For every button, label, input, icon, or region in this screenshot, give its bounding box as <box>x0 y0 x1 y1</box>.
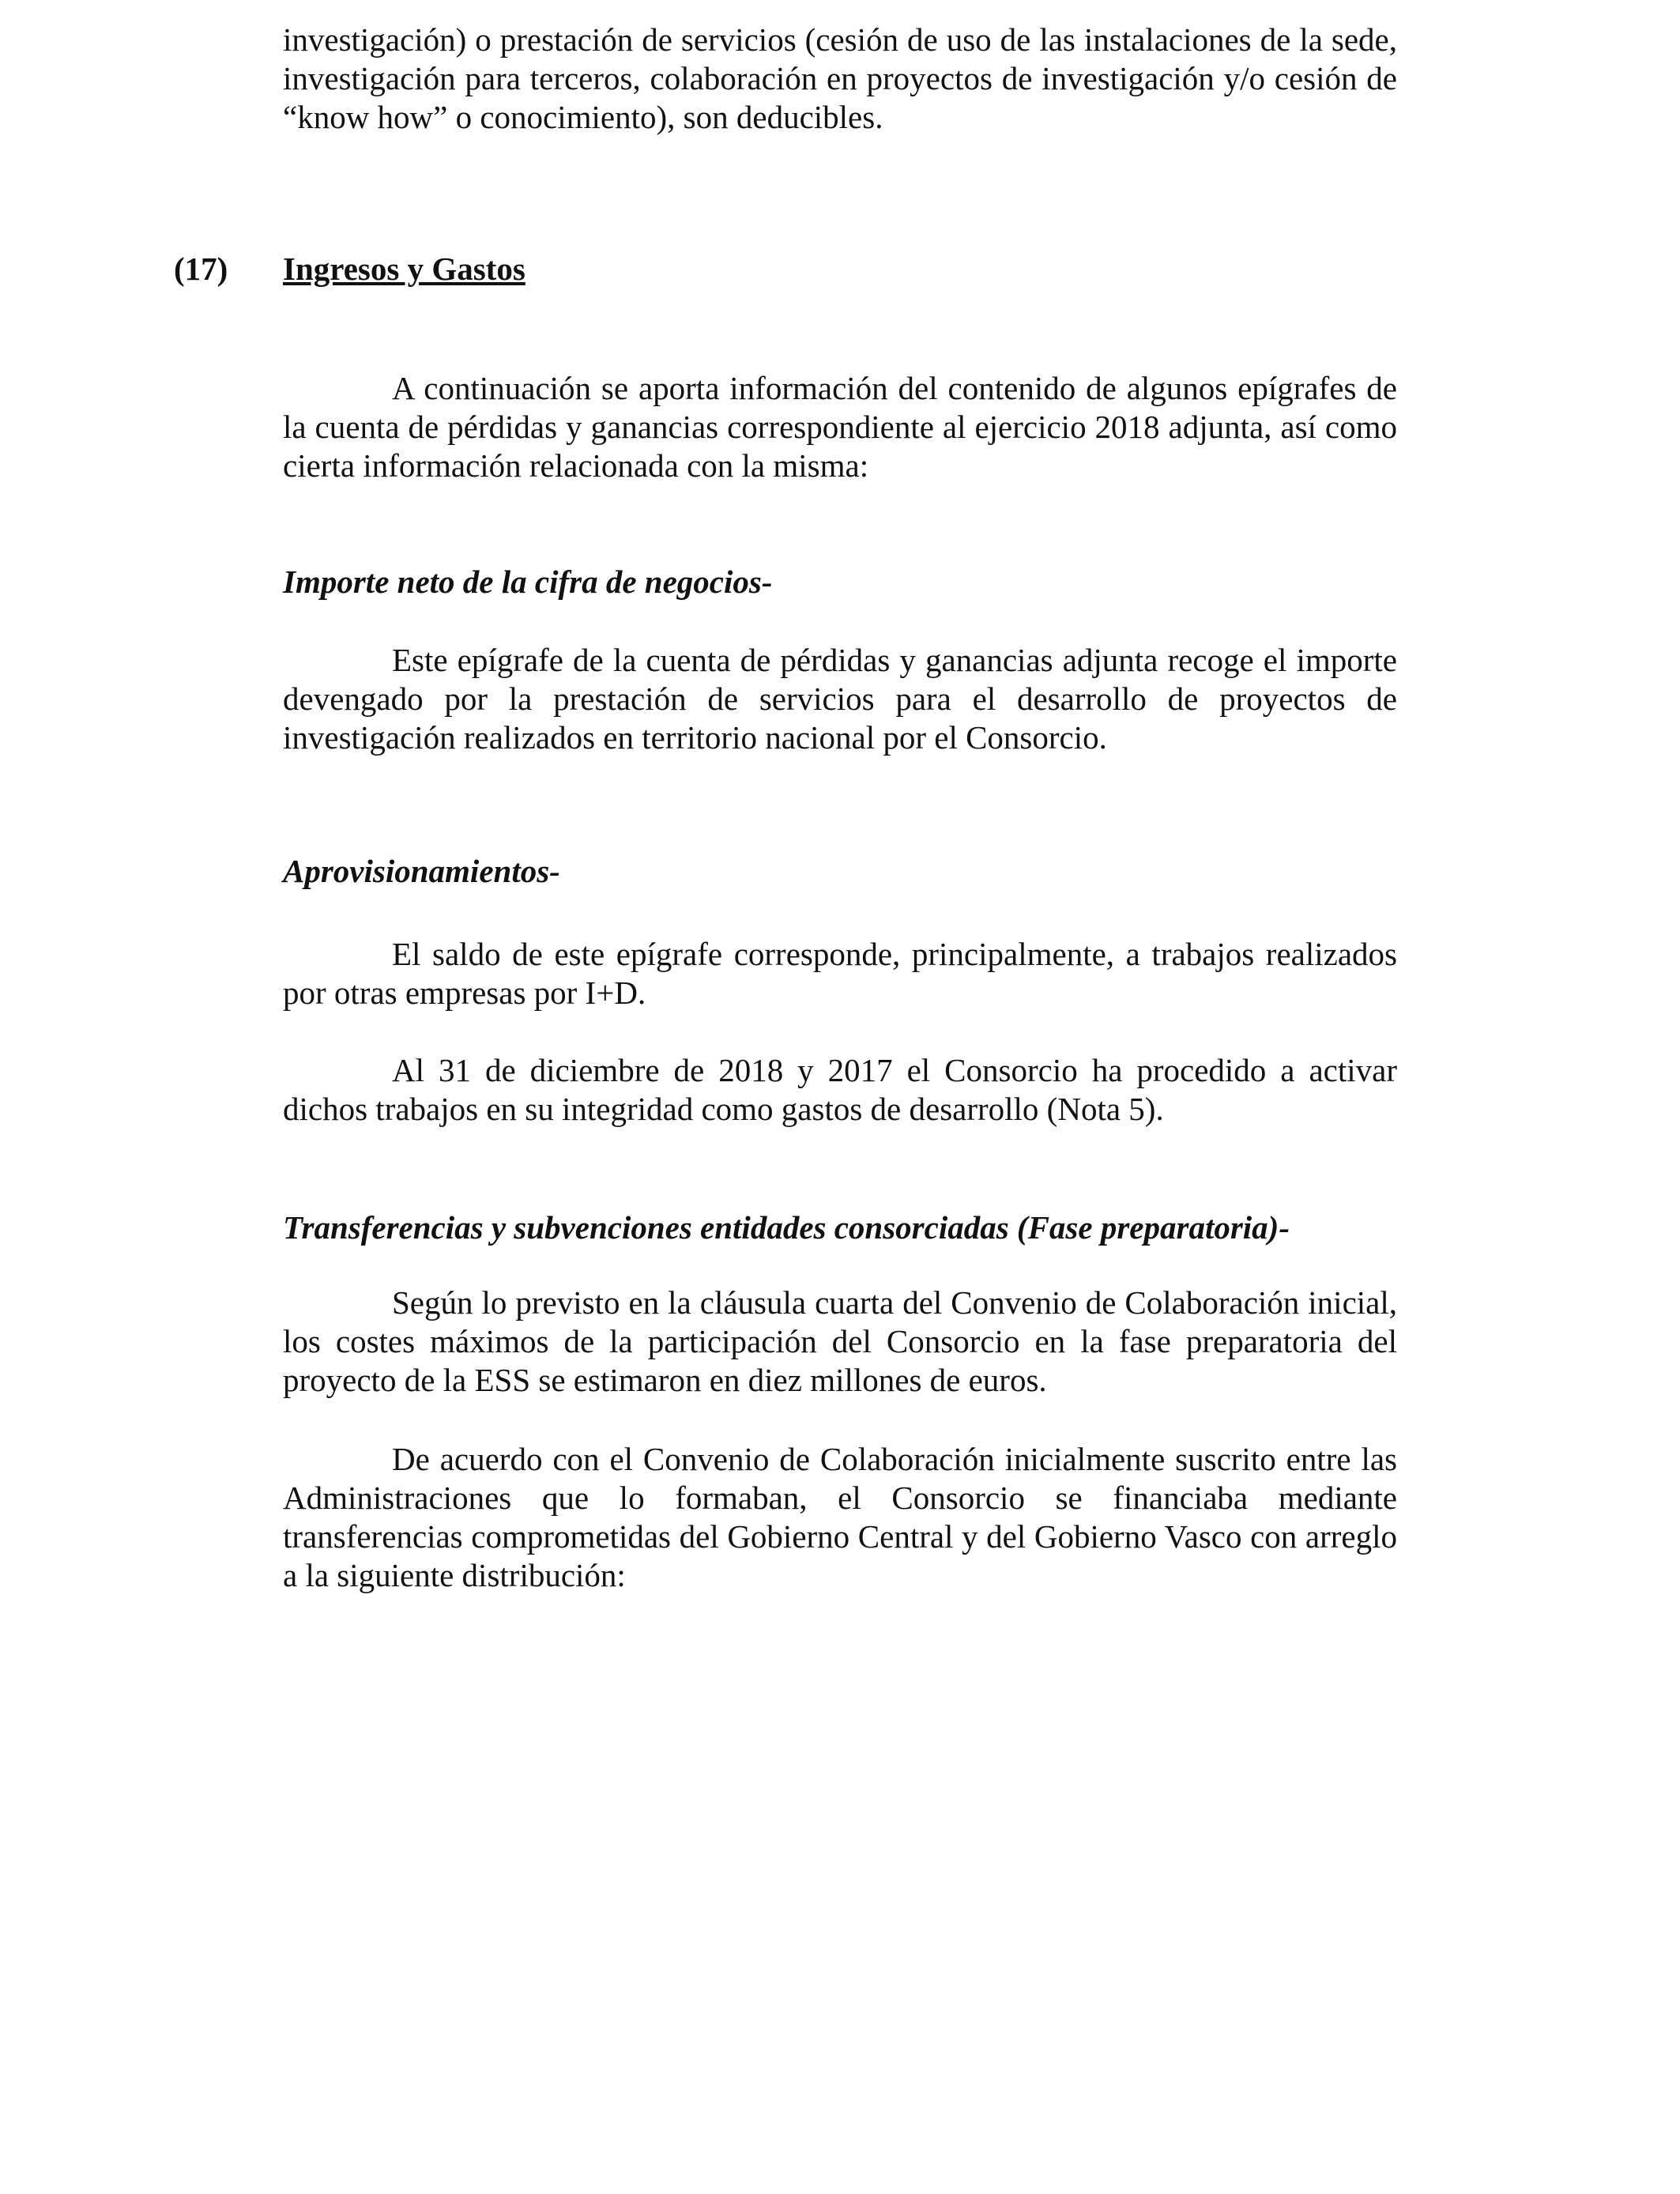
section-title: Ingresos y Gastos <box>283 251 525 287</box>
subheading-aprovisionamientos: Aprovisionamientos- <box>283 853 560 889</box>
aprovisionamientos-paragraph-2: Al 31 de diciembre de 2018 y 2017 el Consorcio ha procedido a activar dichos trabajos en su integridad como gastos de desarrollo (Nota 5). <box>283 1052 1397 1127</box>
subheading-transferencias: Transferencias y subvenciones entidades consorciadas (Fase preparatoria)- <box>283 1209 1290 1246</box>
transferencias-paragraph-1: Según lo previsto en la cláusula cuarta del Convenio de Colaboración inicial, los costes máximos de la participación del Consorcio en la fase preparatoria del proyecto de la ESS se estimaron en diez millones de euros. <box>283 1284 1397 1398</box>
subheading-importe-neto: Importe neto de la cifra de negocios- <box>283 564 773 600</box>
transferencias-paragraph-2: De acuerdo con el Convenio de Colaboración inicialmente suscrito entre las Administraciones que lo formaban, el Consorcio se financiaba mediante transferencias comprometidas del Gobierno Central y del Gobierno Vasco con arreglo a la siguiente distribución: <box>283 1441 1397 1593</box>
section-intro-paragraph: A continuación se aporta información del contenido de algunos epígrafes de la cuenta de pérdidas y ganancias correspondiente al ejercicio 2018 adjunta, así como cierta información relacionada con la misma: <box>283 370 1397 484</box>
aprovisionamientos-paragraph-1: El saldo de este epígrafe corresponde, principalmente, a trabajos realizados por otras empresas por I+D. <box>283 936 1397 1011</box>
importe-neto-paragraph: Este epígrafe de la cuenta de pérdidas y ganancias adjunta recoge el importe devengado por la prestación de servicios para el desarrollo de proyectos de investigación realizados en territorio nacional por el Consorcio. <box>283 642 1397 756</box>
intro-paragraph: investigación) o prestación de servicios (cesión de uso de las instalaciones de la sede, investigación para terceros, colaboración en proyectos de investigación y/o cesión de “know how” o conocimiento), son deducibles. <box>283 21 1397 135</box>
section-number: (17) <box>174 251 228 287</box>
